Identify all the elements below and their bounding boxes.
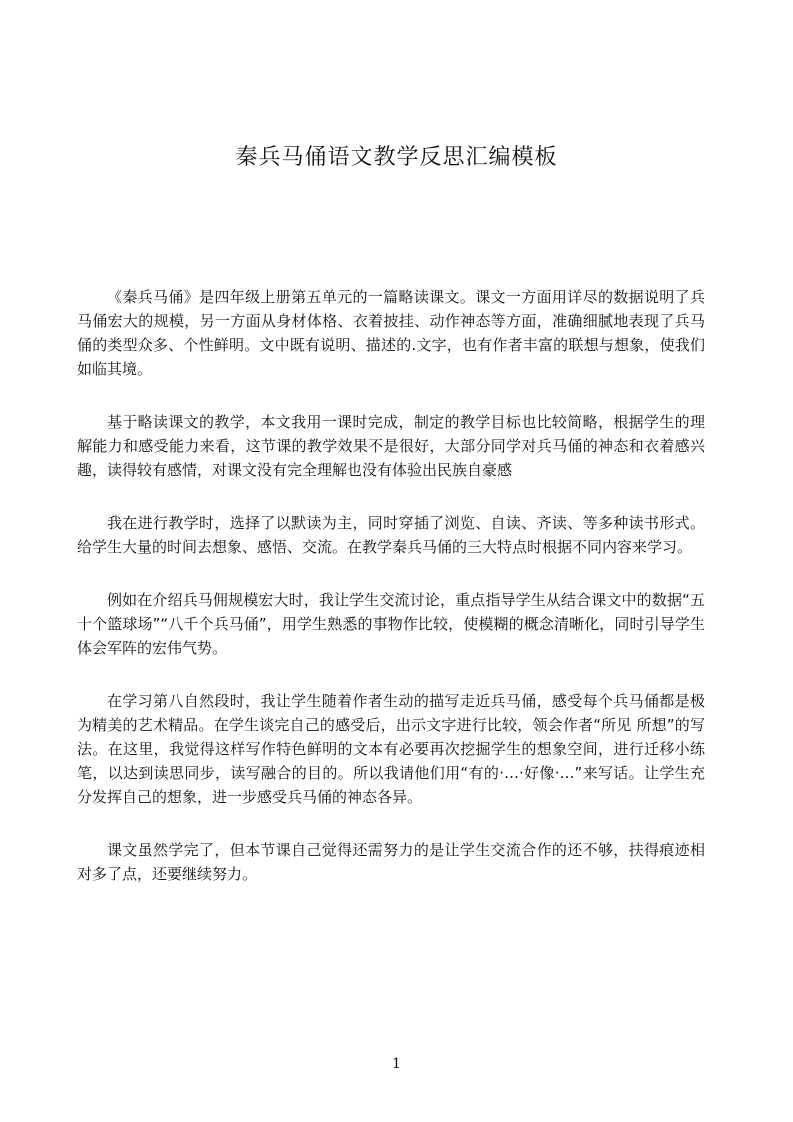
page-number: 1 xyxy=(392,1056,401,1072)
paragraph-1: 《秦兵马俑》是四年级上册第五单元的一篇略读课文。课文一方面用详尽的数据说明了兵马俑宏大的规模，另一方面从身材体格、衣着披挂、动作神态等方面，准确细腻地表现了兵马俑的类型众多、个性鲜明。文中既有说明、描述的.文字，也有作者丰富的联想与想象，使我们如临其境。 xyxy=(77,288,705,378)
paragraph-6: 课文虽然学完了，但本节课自己觉得还需努力的是让学生交流合作的还不够，扶得痕迹相对多了点，还要继续努力。 xyxy=(77,841,705,883)
paragraph-3: 我在进行教学时，选择了以默读为主，同时穿插了浏览、自读、齐读、等多种读书形式。给学生大量的时间去想象、感悟、交流。在教学秦兵马俑的三大特点时根据不同内容来学习。 xyxy=(77,514,705,556)
document-body xyxy=(77,285,705,915)
paragraph-2: 基于略读课文的教学，本文我用一课时完成，制定的教学目标也比较简略，根据学生的理解能力和感受能力来看，这节课的教学效果不是很好，大部分同学对兵马俑的神态和衣着感兴趣，读得较有感情，对课文没有完全理解也没有体验出民族自豪感 xyxy=(77,413,705,479)
paragraph-4: 例如在介绍兵马佣规模宏大时，我让学生交流讨论，重点指导学生从结合课文中的数据“五十个篮球场”“八千个兵马俑”，用学生熟悉的事物作比较，使模糊的概念清晰化，同时引导学生体会军阵的宏伟气势。 xyxy=(77,591,705,657)
document-title: 秦兵马俑语文教学反思汇编模板 xyxy=(235,145,558,170)
paragraph-5: 在学习第八自然段时，我让学生随着作者生动的描写走近兵马俑，感受每个兵马俑都是极为精美的艺术精品。在学生谈完自己的感受后，出示文字进行比较，领会作者“所见 所想”的写法。在这里，我觉得这样写作特色鲜明的文本有必要再次挖掘学生的想象空间，进行迁移小练笔，以达到读思同步，读写融合的目的。所以我请他们用“有的·…·好像·…”来写话。让学生充分发挥自己的想象，进一步感受兵马俑的神态各异。 xyxy=(77,692,705,806)
